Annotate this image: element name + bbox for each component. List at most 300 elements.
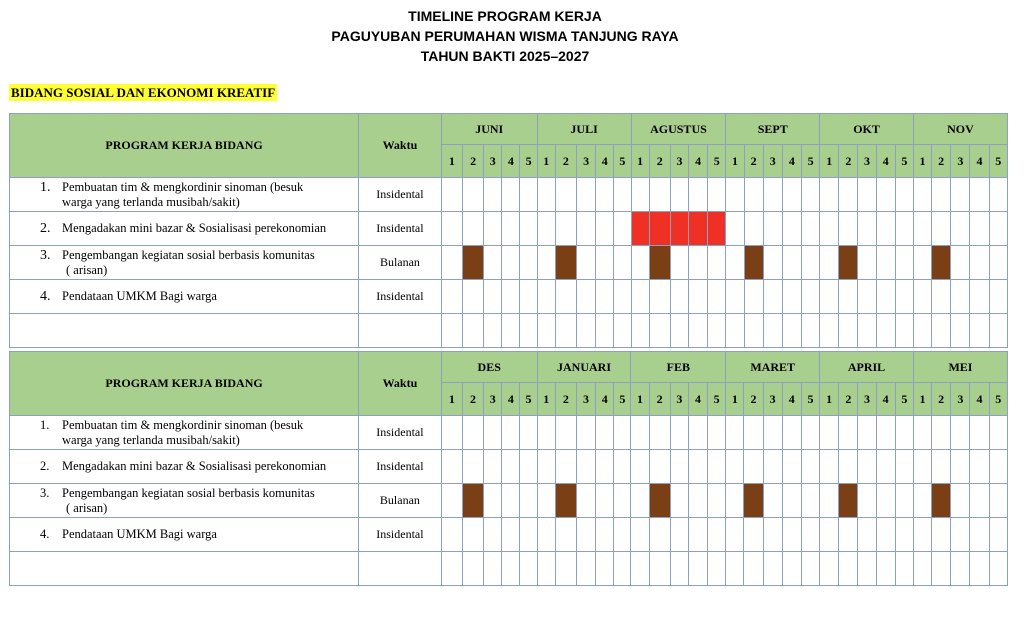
schedule-cell [577, 178, 596, 212]
program-text-line: ( arisan) [66, 500, 108, 515]
schedule-cell [876, 518, 895, 552]
schedule-cell [614, 280, 631, 314]
schedule-marker [649, 484, 670, 518]
schedule-marker [932, 484, 951, 518]
waktu-column-header: Waktu [359, 352, 442, 416]
schedule-cell [726, 518, 744, 552]
schedule-cell [858, 416, 876, 450]
schedule-cell [614, 314, 631, 348]
schedule-marker [708, 212, 726, 246]
week-number: 5 [801, 383, 819, 416]
schedule-cell [858, 280, 876, 314]
schedule-cell [708, 416, 726, 450]
schedule-cell [858, 552, 876, 586]
schedule-cell [989, 178, 1007, 212]
schedule-marker [932, 246, 951, 280]
schedule-cell [858, 246, 876, 280]
week-number: 5 [989, 383, 1007, 416]
week-number: 1 [820, 145, 839, 178]
schedule-cell [537, 246, 555, 280]
schedule-cell [951, 246, 970, 280]
program-text [62, 459, 326, 474]
schedule-cell [484, 450, 502, 484]
schedule-cell [895, 212, 913, 246]
schedule-cell [839, 450, 858, 484]
week-number: 2 [649, 145, 670, 178]
title-line-2: PAGUYUBAN PERUMAHAN WISMA TANJUNG RAYA [331, 28, 679, 44]
schedule-cell [782, 246, 801, 280]
schedule-cell [858, 484, 876, 518]
week-number: 2 [462, 383, 483, 416]
schedule-cell [839, 280, 858, 314]
week-number: 3 [576, 383, 595, 416]
week-number: 1 [820, 383, 839, 416]
schedule-marker [670, 212, 688, 246]
schedule-cell [932, 450, 951, 484]
schedule-cell [649, 178, 670, 212]
week-number: 3 [858, 383, 876, 416]
schedule-cell [876, 416, 895, 450]
schedule-cell [502, 518, 520, 552]
schedule-cell [688, 416, 707, 450]
program-text [62, 180, 303, 210]
schedule-cell [441, 450, 462, 484]
schedule-cell [670, 552, 688, 586]
program-column-header: PROGRAM KERJA BIDANG [10, 352, 359, 416]
schedule-cell [520, 178, 537, 212]
schedule-cell [576, 416, 595, 450]
schedule-cell [520, 518, 537, 552]
schedule-cell [577, 212, 596, 246]
schedule-cell [484, 246, 502, 280]
schedule-cell [484, 484, 502, 518]
program-text-line: Pengembangan kegiatan sosial berbasis komunitas [62, 485, 315, 500]
schedule-cell [441, 314, 462, 348]
schedule-cell [537, 212, 555, 246]
schedule-cell [932, 280, 951, 314]
program-text-line: Pembuatan tim & mengkordinir sinoman (besuk [62, 179, 304, 194]
schedule-cell [989, 518, 1007, 552]
schedule-cell [932, 178, 951, 212]
schedule-cell [441, 280, 462, 314]
schedule-cell [670, 246, 688, 280]
schedule-cell [839, 212, 858, 246]
week-number: 5 [614, 145, 631, 178]
schedule-cell [708, 314, 726, 348]
schedule-cell [820, 518, 839, 552]
month-header: JUNI [441, 114, 537, 145]
schedule-cell [895, 484, 913, 518]
schedule-cell [989, 212, 1007, 246]
month-header: JANUARI [537, 352, 631, 383]
schedule-cell [555, 178, 576, 212]
schedule-cell [876, 280, 895, 314]
waktu-value: Insidental [359, 212, 442, 246]
week-number: 1 [537, 145, 555, 178]
schedule-cell [951, 314, 970, 348]
program-number: 1. [40, 417, 50, 432]
schedule-cell [820, 416, 839, 450]
schedule-cell [614, 518, 631, 552]
week-number: 3 [763, 383, 782, 416]
week-number: 1 [631, 145, 649, 178]
schedule-marker [839, 246, 858, 280]
week-number: 1 [726, 145, 744, 178]
schedule-cell [820, 314, 839, 348]
schedule-cell [520, 314, 537, 348]
schedule-marker [649, 212, 670, 246]
month-header: MARET [726, 352, 820, 383]
week-number: 2 [932, 383, 951, 416]
schedule-cell [876, 450, 895, 484]
week-number: 5 [895, 145, 913, 178]
schedule-cell [577, 280, 596, 314]
schedule-cell [649, 518, 670, 552]
schedule-cell [726, 280, 744, 314]
schedule-cell [596, 518, 614, 552]
schedule-cell [631, 518, 649, 552]
schedule-cell [895, 518, 913, 552]
schedule-cell [537, 416, 555, 450]
schedule-cell [744, 280, 763, 314]
program-text-line: Mengadakan mini bazar & Sosialisasi perekonomian [62, 221, 327, 235]
schedule-cell [782, 178, 801, 212]
schedule-cell [970, 246, 989, 280]
program-number: 4. [40, 527, 50, 541]
schedule-cell [726, 450, 744, 484]
week-number: 1 [441, 145, 462, 178]
schedule-cell [895, 314, 913, 348]
schedule-cell [970, 314, 989, 348]
schedule-cell [989, 280, 1007, 314]
schedule-cell [670, 518, 688, 552]
program-text-line: Pendataan UMKM Bagi warga [62, 289, 217, 303]
month-header-row [10, 352, 1008, 383]
schedule-cell [520, 450, 537, 484]
program-text-line: Pengembangan kegiatan sosial berbasis komunitas [62, 247, 315, 262]
schedule-cell [989, 484, 1007, 518]
program-text-line: Mengadakan mini bazar & Sosialisasi perekonomian [62, 459, 327, 473]
schedule-cell [708, 246, 726, 280]
week-number: 5 [895, 383, 913, 416]
month-header: JULI [537, 114, 631, 145]
waktu-value: Insidental [359, 416, 442, 450]
schedule-cell [744, 518, 763, 552]
schedule-cell [744, 178, 763, 212]
schedule-cell [555, 518, 576, 552]
week-number: 2 [462, 145, 483, 178]
schedule-cell [537, 450, 555, 484]
schedule-cell [576, 450, 595, 484]
schedule-cell [932, 212, 951, 246]
schedule-cell [744, 314, 763, 348]
week-number: 3 [670, 145, 688, 178]
schedule-marker [649, 246, 670, 280]
schedule-cell [782, 518, 801, 552]
schedule-cell [744, 212, 763, 246]
week-number: 4 [782, 383, 801, 416]
schedule-cell [708, 178, 726, 212]
schedule-cell [555, 212, 576, 246]
schedule-cell [484, 314, 502, 348]
waktu-value [359, 552, 442, 586]
week-number: 4 [689, 145, 708, 178]
schedule-cell [670, 178, 688, 212]
week-number: 3 [951, 145, 970, 178]
schedule-cell [726, 314, 744, 348]
month-header: NOV [913, 114, 1007, 145]
schedule-cell [484, 416, 502, 450]
schedule-cell [989, 246, 1007, 280]
schedule-cell [596, 450, 614, 484]
schedule-cell [763, 484, 782, 518]
schedule-cell [913, 450, 931, 484]
schedule-cell [801, 518, 819, 552]
program-number: 3. [40, 247, 51, 263]
schedule-cell [688, 484, 707, 518]
schedule-cell [970, 450, 989, 484]
schedule-cell [932, 518, 951, 552]
schedule-cell [895, 450, 913, 484]
schedule-cell [596, 212, 614, 246]
schedule-cell [502, 552, 520, 586]
schedule-cell [726, 212, 744, 246]
program-name [10, 246, 359, 280]
week-number: 4 [970, 145, 989, 178]
schedule-cell [462, 552, 483, 586]
schedule-cell [932, 314, 951, 348]
schedule-cell [970, 416, 989, 450]
week-number: 2 [649, 383, 670, 416]
schedule-cell [462, 416, 483, 450]
program-number: 3. [40, 485, 50, 500]
schedule-cell [708, 280, 726, 314]
schedule-marker [744, 484, 763, 518]
week-number: 3 [484, 145, 502, 178]
week-number: 5 [520, 145, 537, 178]
week-number: 4 [502, 383, 520, 416]
schedule-cell [895, 178, 913, 212]
schedule-cell [782, 416, 801, 450]
schedule-cell [484, 212, 502, 246]
schedule-cell [441, 246, 462, 280]
schedule-cell [537, 552, 555, 586]
schedule-cell [670, 416, 688, 450]
schedule-cell [820, 178, 839, 212]
schedule-cell [839, 178, 858, 212]
schedule-cell [614, 416, 631, 450]
schedule-marker [839, 484, 858, 518]
schedule-cell [537, 178, 555, 212]
schedule-cell [801, 178, 819, 212]
schedule-cell [670, 314, 688, 348]
schedule-cell [462, 178, 483, 212]
schedule-marker [462, 246, 483, 280]
week-number: 4 [782, 145, 801, 178]
program-name [10, 280, 359, 314]
schedule-marker [462, 484, 483, 518]
schedule-cell [763, 280, 782, 314]
schedule-cell [576, 552, 595, 586]
schedule-cell [631, 552, 649, 586]
month-header: DES [441, 352, 537, 383]
week-number: 1 [631, 383, 649, 416]
schedule-cell [502, 178, 520, 212]
schedule-cell [520, 212, 537, 246]
schedule-cell [649, 450, 670, 484]
timeline-table-1 [9, 113, 1008, 348]
program-text [62, 486, 315, 516]
waktu-value: Insidental [359, 280, 442, 314]
schedule-marker [631, 212, 649, 246]
program-row [10, 178, 1008, 212]
week-number: 4 [688, 383, 707, 416]
schedule-cell [876, 314, 895, 348]
week-number: 3 [577, 145, 596, 178]
schedule-cell [970, 518, 989, 552]
week-number: 5 [708, 383, 726, 416]
schedule-cell [649, 552, 670, 586]
schedule-cell [876, 484, 895, 518]
schedule-cell [441, 518, 462, 552]
schedule-cell [801, 246, 819, 280]
schedule-cell [876, 246, 895, 280]
program-row [10, 484, 1008, 518]
schedule-cell [614, 212, 631, 246]
week-number: 4 [502, 145, 520, 178]
week-number: 3 [858, 145, 876, 178]
schedule-cell [913, 552, 931, 586]
waktu-column-header: Waktu [359, 114, 442, 178]
week-number: 1 [913, 383, 931, 416]
schedule-cell [614, 450, 631, 484]
program-row [10, 212, 1008, 246]
schedule-cell [537, 484, 555, 518]
schedule-cell [876, 178, 895, 212]
program-name [10, 314, 359, 348]
schedule-cell [726, 552, 744, 586]
program-name [10, 450, 359, 484]
schedule-cell [763, 518, 782, 552]
schedule-marker [555, 484, 576, 518]
program-row [10, 416, 1008, 450]
schedule-cell [649, 314, 670, 348]
schedule-cell [782, 280, 801, 314]
schedule-cell [913, 178, 931, 212]
schedule-cell [801, 212, 819, 246]
schedule-cell [631, 246, 649, 280]
schedule-cell [801, 484, 819, 518]
schedule-cell [484, 518, 502, 552]
week-number: 4 [876, 383, 895, 416]
waktu-value: Insidental [359, 518, 442, 552]
schedule-cell [820, 450, 839, 484]
month-header: AGUSTUS [631, 114, 726, 145]
schedule-cell [726, 416, 744, 450]
schedule-cell [782, 450, 801, 484]
schedule-cell [932, 416, 951, 450]
schedule-cell [858, 314, 876, 348]
document-title [0, 6, 1010, 66]
schedule-cell [763, 450, 782, 484]
schedule-cell [689, 280, 708, 314]
program-text [62, 527, 217, 542]
schedule-cell [708, 518, 726, 552]
schedule-cell [895, 416, 913, 450]
schedule-cell [763, 212, 782, 246]
schedule-cell [462, 280, 483, 314]
program-text-line: Pembuatan tim & mengkordinir sinoman (besuk [62, 417, 304, 432]
program-text-line: warga yang terlanda musibah/sakit) [62, 194, 240, 209]
schedule-cell [577, 246, 596, 280]
schedule-cell [614, 178, 631, 212]
month-header-row [10, 114, 1008, 145]
schedule-cell [801, 314, 819, 348]
schedule-cell [726, 178, 744, 212]
program-name [10, 552, 359, 586]
schedule-cell [614, 484, 631, 518]
schedule-cell [631, 484, 649, 518]
month-header: OKT [820, 114, 914, 145]
schedule-cell [462, 212, 483, 246]
schedule-cell [441, 484, 462, 518]
schedule-cell [555, 280, 576, 314]
schedule-cell [913, 280, 931, 314]
program-text-line: warga yang terlanda musibah/sakit) [62, 432, 240, 447]
schedule-cell [895, 280, 913, 314]
schedule-cell [688, 552, 707, 586]
waktu-value [359, 314, 442, 348]
schedule-cell [555, 314, 576, 348]
schedule-cell [744, 416, 763, 450]
schedule-cell [596, 246, 614, 280]
schedule-cell [502, 212, 520, 246]
schedule-cell [502, 450, 520, 484]
week-number: 2 [932, 145, 951, 178]
month-header: MEI [913, 352, 1007, 383]
schedule-cell [502, 416, 520, 450]
schedule-cell [502, 314, 520, 348]
program-text [62, 248, 315, 278]
schedule-cell [970, 552, 989, 586]
schedule-cell [801, 450, 819, 484]
schedule-cell [989, 450, 1007, 484]
schedule-cell [576, 484, 595, 518]
empty-row [10, 552, 1008, 586]
waktu-value: Bulanan [359, 484, 442, 518]
schedule-cell [951, 416, 970, 450]
schedule-cell [596, 552, 614, 586]
schedule-cell [970, 212, 989, 246]
week-number: 5 [708, 145, 726, 178]
week-number: 3 [951, 383, 970, 416]
schedule-cell [951, 280, 970, 314]
program-row [10, 518, 1008, 552]
week-number: 5 [614, 383, 631, 416]
schedule-cell [520, 416, 537, 450]
schedule-cell [801, 552, 819, 586]
schedule-cell [708, 450, 726, 484]
empty-row [10, 314, 1008, 348]
schedule-cell [858, 518, 876, 552]
schedule-cell [951, 484, 970, 518]
week-number: 5 [989, 145, 1007, 178]
schedule-cell [858, 178, 876, 212]
week-number: 2 [744, 145, 763, 178]
schedule-cell [763, 178, 782, 212]
week-number: 2 [839, 383, 858, 416]
schedule-cell [763, 552, 782, 586]
